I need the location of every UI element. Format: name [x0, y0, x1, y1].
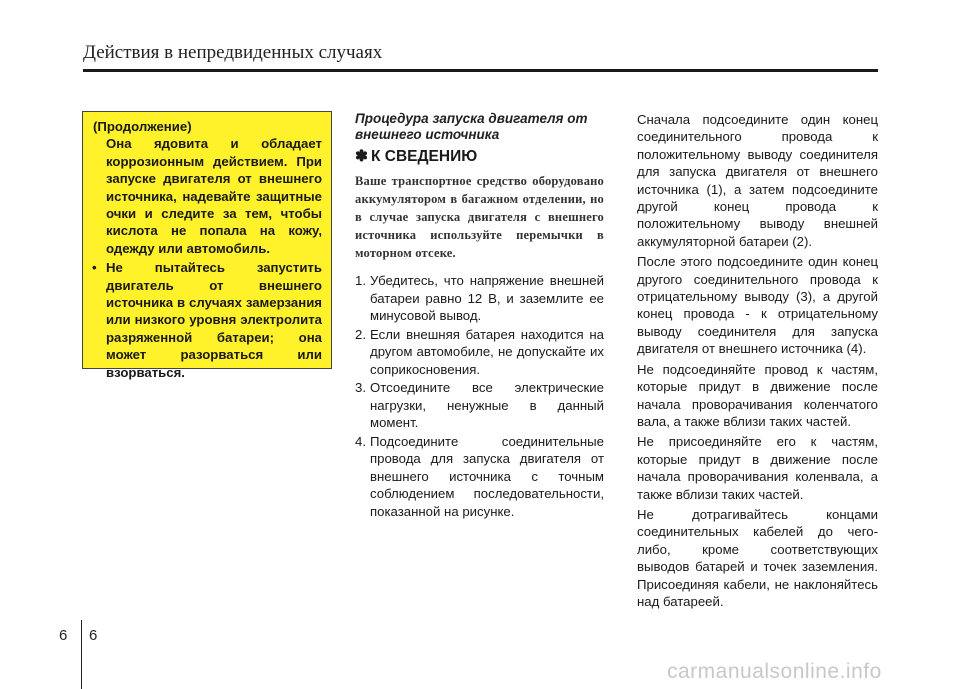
paragraph: Не дотрагивайтесь концами соединительных кабелей до чего-либо, кроме соответствующих выводов батарей и точек заземления. Присоединяя кабели, не наклоняйтесь над батареей.	[637, 506, 878, 609]
list-item	[355, 433, 604, 521]
watermark: carmanualsonline.info	[667, 660, 882, 683]
step-text: Отсоедините все электрические нагрузки, ненужные в данный момент.	[370, 380, 604, 430]
step-number: 3.	[355, 380, 366, 395]
section-number: 6	[59, 627, 68, 644]
paragraph: После этого подсоедините один конец другого соединительного провода к отрицательному выводу (3), а другой конец провода - к отрицательному выводу соединителя для запуска двигателя от внешнего источника (4).	[637, 254, 878, 357]
paragraph: Сначала подсоедините один конец соединительного провода к положительному выводу соединителя для запуска двигателя от внешнего источника (1), а затем подсоедините другой конец провода к положительному выводу внешней аккумуляторной батареи (2).	[637, 112, 878, 249]
warning-paragraph: Она ядовита и обладает коррозионным действием. При запуске двигателя от внешнего источника, надевайте защитные очки и следите за тем, чтобы кислота не попала на кожу, одежду или автомобиль.	[106, 136, 322, 256]
step-text: Убедитесь, что напряжение внешней батареи равно 12 В, и заземлите ее минусовой вывод.	[370, 273, 604, 323]
step-number: 1.	[355, 273, 366, 288]
paragraph: Не присоединяйте его к частям, которые придут в движение после начала проворачивания коленвала, а также вблизи таких частей.	[637, 434, 878, 502]
paragraph: Не подсоединяйте провод к частям, которые придут в движение после начала проворачивания коленчатого вала, а также вблизи таких частей.	[637, 361, 878, 429]
step-number: 2.	[355, 326, 366, 342]
info-paragraph: Ваше транспортное средство оборудовано аккумулятором в багажном отделении, но в случае запуска двигателя с внешнего источника используйте перемычки в моторном отсеке.	[355, 174, 604, 260]
warning-bullet-item	[92, 259, 322, 381]
info-heading-label: К СВЕДЕНИЮ	[371, 148, 478, 165]
procedure-title: Процедура запуска двигателя от внешнего источника	[355, 111, 588, 142]
procedure-column	[355, 111, 604, 521]
warning-box	[82, 111, 332, 380]
list-item	[355, 272, 604, 325]
page-number: 6	[89, 627, 98, 644]
info-heading	[355, 147, 604, 166]
step-text: Если внешняя батарея находится на другом автомобиле, не допускайте их соприкосновения.	[370, 326, 604, 377]
footer-divider	[81, 620, 82, 689]
step-number: 4.	[355, 433, 366, 449]
warning-continued-label: (Продолжение)	[93, 119, 192, 134]
warning-bullet-text: Не пытайтесь запустить двигатель от внешнего источника в случаях замерзания или низкого уровня электролита разряженной батареи; она может разорваться или взорваться.	[106, 260, 322, 380]
list-item	[355, 379, 604, 432]
header-divider	[83, 69, 878, 72]
asterisk-icon: ✽	[355, 148, 368, 165]
procedure-steps	[355, 272, 604, 520]
instructions-column	[637, 111, 878, 613]
page-header-title: Действия в непредвиденных случаях	[83, 42, 383, 63]
list-item	[355, 326, 604, 379]
bullet-icon: •	[92, 260, 97, 276]
step-text: Подсоедините соединительные провода для запуска двигателя от внешнего источника с точным соблюдением последовательности, показанной на рисунке.	[370, 433, 604, 519]
